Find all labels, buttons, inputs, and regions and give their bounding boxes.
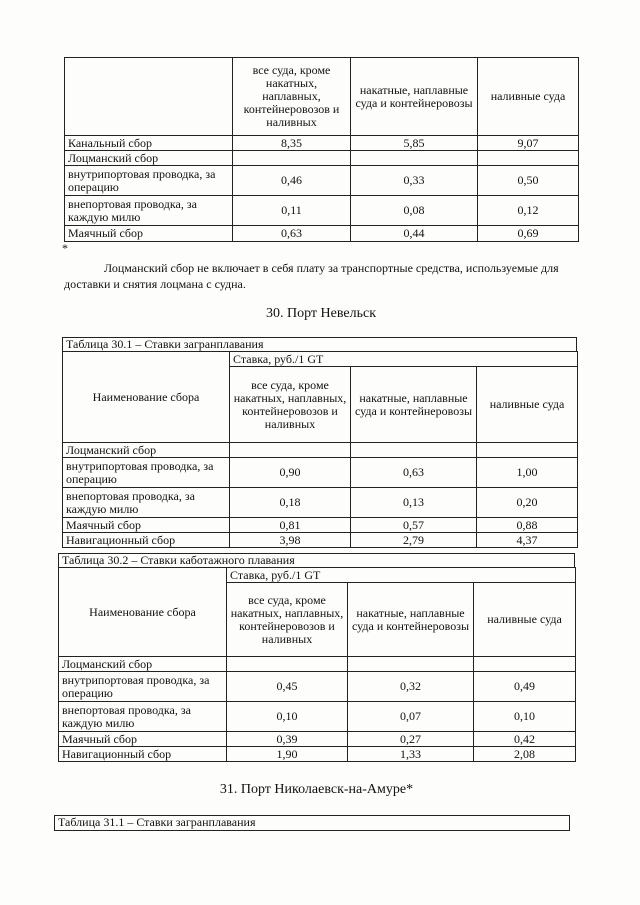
fee-value: 0,81 — [230, 518, 351, 533]
fee-name: внутрипортовая проводка, за операцию — [63, 458, 230, 488]
fee-value — [477, 443, 578, 458]
fee-value — [348, 657, 474, 672]
fee-value: 0,27 — [348, 732, 474, 747]
col-header-tankers: наливные суда — [477, 367, 578, 443]
fee-name: Маячный сбор — [65, 226, 233, 242]
fee-name: Канальный сбор — [65, 136, 233, 151]
fee-name: внепортовая проводка, за каждую милю — [59, 702, 227, 732]
fee-value: 1,33 — [348, 747, 474, 762]
table-row — [59, 672, 576, 702]
col-header-all-vessels: все суда, кроме накатных, наплавных, контейнеровозов и наливных — [230, 367, 351, 443]
fee-value — [474, 657, 576, 672]
col-header-ro-ro: накатные, наплавные суда и контейнеровозы — [351, 367, 477, 443]
rate-header: Ставка, руб./1 GT — [230, 352, 578, 367]
table-30-2 — [58, 567, 576, 762]
fee-value: 0,42 — [474, 732, 576, 747]
name-header: Наименование сбора — [59, 568, 227, 657]
fee-value: 1,00 — [477, 458, 578, 488]
table-header-row — [63, 352, 578, 367]
fee-value: 9,07 — [478, 136, 579, 151]
name-header: Наименование сбора — [63, 352, 230, 443]
fee-value: 0,57 — [351, 518, 477, 533]
fee-name: внепортовая проводка, за каждую милю — [63, 488, 230, 518]
table-row — [65, 196, 579, 226]
table-header-row — [65, 58, 579, 136]
fee-value: 0,69 — [478, 226, 579, 242]
fee-value: 0,44 — [351, 226, 478, 242]
fee-value: 0,08 — [351, 196, 478, 226]
name-header-cell — [65, 58, 233, 136]
fee-value: 0,90 — [230, 458, 351, 488]
fee-value: 0,63 — [351, 458, 477, 488]
fee-value: 0,45 — [227, 672, 348, 702]
fee-name: внутрипортовая проводка, за операцию — [59, 672, 227, 702]
table-row — [65, 151, 579, 166]
table-30-2-caption: Таблица 30.2 – Ставки каботажного плавания — [58, 553, 575, 568]
fee-name: Лоцманский сбор — [59, 657, 227, 672]
fee-value: 2,79 — [351, 533, 477, 548]
fee-value: 0,18 — [230, 488, 351, 518]
table-row — [63, 518, 578, 533]
fee-value: 1,90 — [227, 747, 348, 762]
table-row — [63, 443, 578, 458]
col-header-tankers: наливные суда — [478, 58, 579, 136]
fee-name: внепортовая проводка, за каждую милю — [65, 196, 233, 226]
fee-value — [227, 657, 348, 672]
fee-value: 0,12 — [478, 196, 579, 226]
fee-value — [233, 151, 351, 166]
col-header-all-vessels: все суда, кроме накатных, наплавных, контейнеровозов и наливных — [233, 58, 351, 136]
fee-value: 0,63 — [233, 226, 351, 242]
table-row — [65, 226, 579, 242]
table-row — [65, 136, 579, 151]
table-30-1-caption: Таблица 30.1 – Ставки загранплавания — [62, 337, 577, 352]
table-row — [59, 657, 576, 672]
fee-value: 8,35 — [233, 136, 351, 151]
fee-value: 0,07 — [348, 702, 474, 732]
table-31-1-caption: Таблица 31.1 – Ставки загранплавания — [54, 815, 570, 831]
col-header-all-vessels: все суда, кроме накатных, наплавных, контейнеровозов и наливных — [227, 583, 348, 657]
col-header-tankers: наливные суда — [474, 583, 576, 657]
fee-name: Маячный сбор — [59, 732, 227, 747]
table-row — [59, 732, 576, 747]
table-row — [63, 458, 578, 488]
top-rates-table — [64, 57, 579, 242]
table-30-1 — [62, 351, 578, 548]
fee-value: 0,13 — [351, 488, 477, 518]
fee-value: 0,10 — [474, 702, 576, 732]
col-header-ro-ro: накатные, наплавные суда и контейнеровозы — [348, 583, 474, 657]
fee-value: 0,49 — [474, 672, 576, 702]
col-header-ro-ro: накатные, наплавные суда и контейнеровозы — [351, 58, 478, 136]
fee-value: 0,46 — [233, 166, 351, 196]
fee-value: 0,11 — [233, 196, 351, 226]
fee-value — [478, 151, 579, 166]
table-row — [63, 488, 578, 518]
footnote-text: Лоцманский сбор не включает в себя плату за транспортные средства, используемые для доставки и снятия лоцмана с судна. — [64, 261, 559, 291]
fee-value: 0,33 — [351, 166, 478, 196]
fee-value: 2,08 — [474, 747, 576, 762]
fee-value: 5,85 — [351, 136, 478, 151]
section-30-title: 30. Порт Невельск — [266, 306, 376, 321]
fee-value: 0,88 — [477, 518, 578, 533]
footnote-mark: * — [62, 241, 68, 255]
fee-value — [351, 151, 478, 166]
fee-value: 4,37 — [477, 533, 578, 548]
fee-name: Лоцманский сбор — [63, 443, 230, 458]
fee-value: 0,39 — [227, 732, 348, 747]
table-row — [63, 533, 578, 548]
section-31-title: 31. Порт Николаевск-на-Амуре* — [219, 782, 414, 797]
table-row — [65, 166, 579, 196]
table-header-row — [59, 568, 576, 583]
fee-name: Лоцманский сбор — [65, 151, 233, 166]
fee-value: 0,50 — [478, 166, 579, 196]
fee-value: 0,20 — [477, 488, 578, 518]
rate-header: Ставка, руб./1 GT — [227, 568, 576, 583]
fee-value: 3,98 — [230, 533, 351, 548]
fee-name: Маячный сбор — [63, 518, 230, 533]
fee-value: 0,32 — [348, 672, 474, 702]
fee-value — [351, 443, 477, 458]
fee-name: внутрипортовая проводка, за операцию — [65, 166, 233, 196]
fee-name: Навигационный сбор — [59, 747, 227, 762]
fee-name: Навигационный сбор — [63, 533, 230, 548]
fee-value — [230, 443, 351, 458]
fee-value: 0,10 — [227, 702, 348, 732]
table-row — [59, 702, 576, 732]
table-row — [59, 747, 576, 762]
